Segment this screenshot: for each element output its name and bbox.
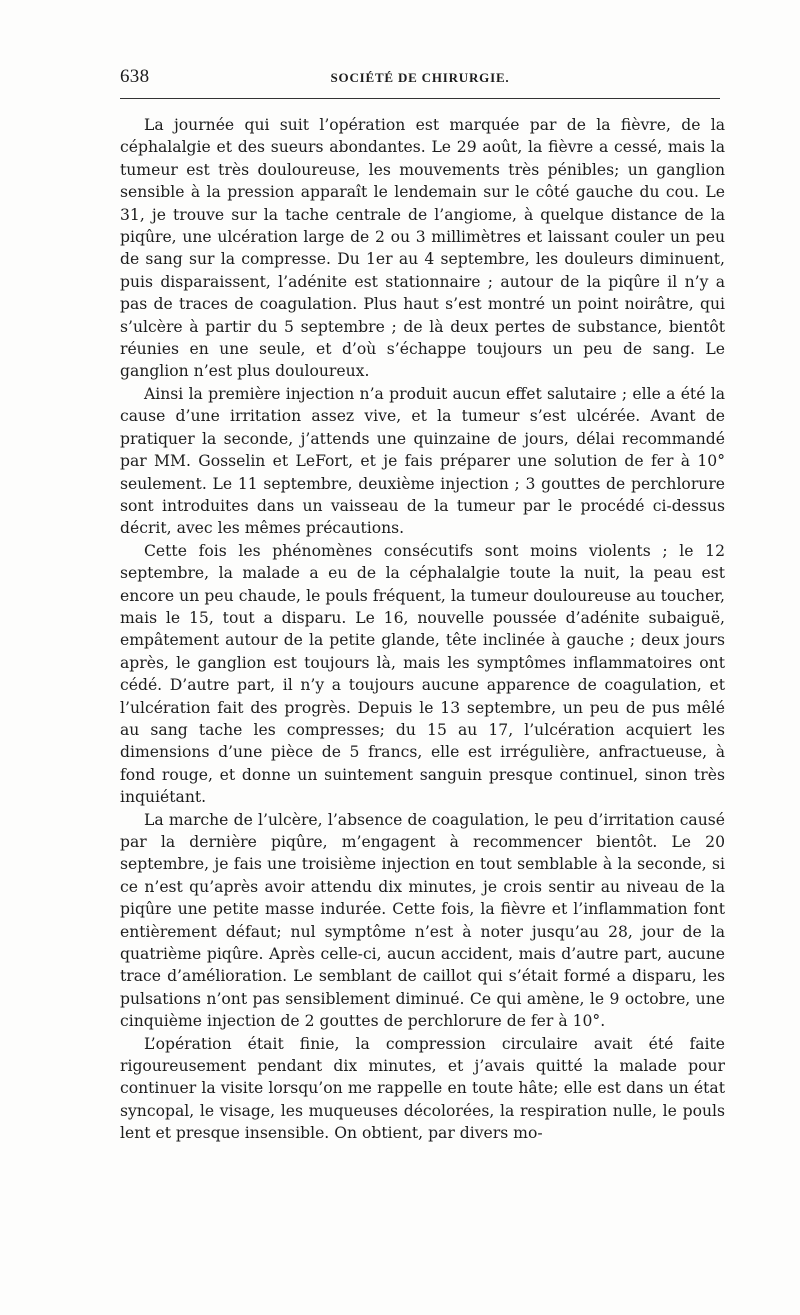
page-number: 638 — [120, 66, 150, 87]
header-rule — [120, 98, 720, 99]
running-head — [120, 66, 720, 92]
paragraph-5: L’opération était finie, la compression circulaire avait été faite rigoureusement pendant dix minutes, et j’avais quitté la malade pour continuer la visite lorsqu’on me rappelle en toute hâte; elle est dans un état syncopal, le visage, les muqueuses décolorées, la respiration nulle, le pouls lent et presque insensible. On obtient, par divers mo- — [120, 1034, 725, 1143]
paragraph-4: La marche de l’ulcère, l’absence de coagulation, le peu d’irritation causé par la dernière piqûre, m’engagent à recommencer bientôt. Le 20 septembre, je fais une troisième injection en tout semblable à la seconde, si ce n’est qu’après avoir attendu dix minutes, je crois sentir au niveau de la piqûre une petite masse indurée. Cette fois, la fièvre et l’inflammation font entièrement défaut; nul symptôme n’est à noter jusqu’au 28, jour de la quatrième piqûre. Après celle-ci, aucun accident, mais d’autre part, aucune trace d’amélioration. Le semblant de caillot qui s’était formé a disparu, les pulsations n’ont pas sensiblement diminué. Ce qui amène, le 9 octobre, une cinquième injection de 2 gouttes de perchlorure de fer à 10°. — [120, 810, 725, 1031]
paragraph-1: La journée qui suit l’opération est marquée par de la fièvre, de la céphalalgie et des sueurs abondantes. Le 29 août, la fièvre a cessé, mais la tumeur est très douloureuse, les mouvements très pénibles; un ganglion sensible à la pression apparaît le lendemain sur le côté gauche du cou. Le 31, je trouve sur la tache centrale de l’angiome, à quelque distance de la piqûre, une ulcération large de 2 ou 3 millimètres et laissant couler un peu de sang sur la compresse. Du 1er au 4 septembre, les douleurs diminuent, puis disparaissent, l’adénite est stationnaire ; autour de la piqûre il n’y a pas de traces de coagulation. Plus haut s’est montré un point noirâtre, qui s’ulcère à partir du 5 septembre ; de là deux pertes de substance, bientôt réunies en une seule, et d’où s’échappe toujours un peu de sang. Le ganglion n’est plus douloureux. — [120, 116, 725, 381]
paragraph-3: Cette fois les phénomènes consécutifs sont moins violents ; le 12 septembre, la malade a eu de la céphalalgie toute la nuit, la peau est encore un peu chaude, le pouls fréquent, la tumeur douloureuse au toucher, mais le 15, tout a disparu. Le 16, nouvelle poussée d’adénite subaiguë, empâtement autour de la petite glande, tête inclinée à gauche ; deux jours après, le ganglion est toujours là, mais les symptômes inflammatoires ont cédé. D’autre part, il n’y a toujours aucune apparence de coagulation, et l’ulcération fait des progrès. Depuis le 13 septembre, un peu de pus mêlé au sang tache les compresses; du 15 au 17, l’ulcération acquiert les dimensions d’une pièce de 5 francs, elle est irrégulière, anfractueuse, à fond rouge, et donne un suintement sanguin presque continuel, sinon très inquiétant. — [120, 541, 725, 807]
paragraph-2: Ainsi la première injection n’a produit aucun effet salutaire ; elle a été la cause d’une irritation assez vive, et la tumeur s’est ulcérée. Avant de pratiquer la seconde, j’attends une quinzaine de jours, délai recommandé par MM. Gosselin et LeFort, et je fais préparer une solution de fer à 10° seulement. Le 11 septembre, deuxième injection ; 3 gouttes de perchlorure sont introduites dans un vaisseau de la tumeur par le procédé ci-dessus décrit, avec les mêmes précautions. — [120, 384, 725, 538]
body-text — [120, 114, 725, 1145]
running-title: SOCIÉTÉ DE CHIRURGIE. — [330, 70, 510, 85]
